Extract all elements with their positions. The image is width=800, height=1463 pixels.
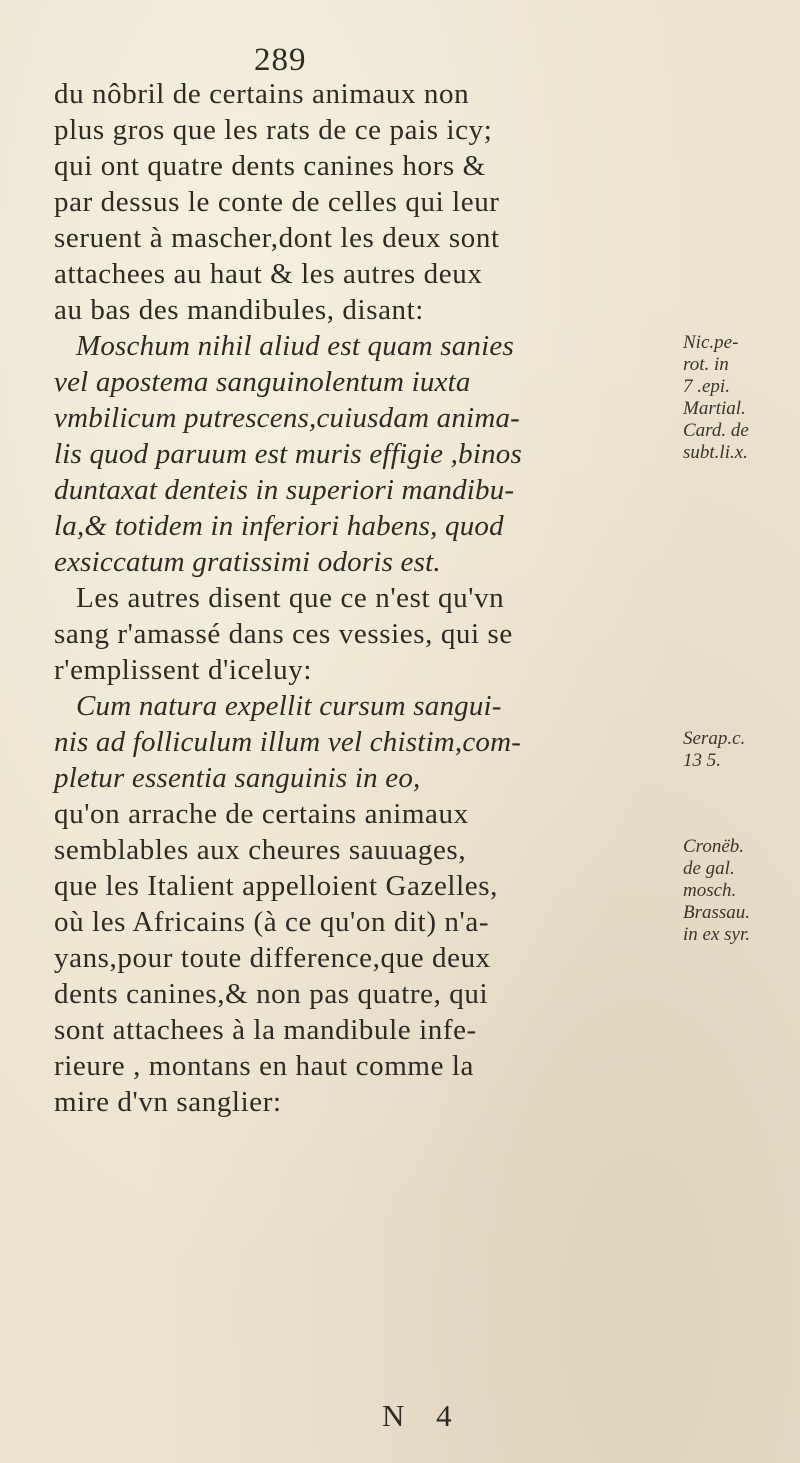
text-line: que les Italient appelloient Gazelles, [54, 870, 498, 902]
text-line: attachees au haut & les autres deux [54, 258, 483, 290]
text-line: seruent à mascher,dont les deux sont [54, 222, 500, 254]
page-number: 289 [254, 42, 307, 78]
text-line: dents canines,& non pas quatre, qui [54, 978, 489, 1010]
text-line: sont attachees à la mandibule infe- [54, 1014, 477, 1046]
text-line: nis ad folliculum illum vel chistim,com- [54, 726, 522, 758]
margin-note-line: in ex syr. [683, 924, 751, 945]
text-line: la,& totidem in inferiori habens, quod [54, 510, 504, 542]
text-line: plus gros que les rats de ce pais icy; [54, 114, 493, 146]
margin-note-line: 13 5. [683, 750, 721, 771]
text-line: pletur essentia sanguinis in eo, [54, 762, 421, 794]
text-line: Cum natura expellit cursum sangui- [76, 690, 502, 722]
text-line: au bas des mandibules, disant: [54, 294, 424, 326]
margin-note [683, 836, 750, 946]
text-line: du nôbril de certains animaux non [54, 78, 470, 110]
text-line: exsiccatum gratissimi odoris est. [54, 546, 441, 578]
text-line: vel apostema sanguinolentum iuxta [54, 366, 471, 398]
text-line: qu'on arrache de certains animaux [54, 798, 469, 830]
margin-note-line: Martial. [683, 398, 746, 419]
text-line: vmbilicum putrescens,cuiusdam anima- [54, 402, 521, 434]
margin-note-line: subt.li.x. [683, 442, 748, 463]
text-line: rieure , montans en haut comme la [54, 1050, 475, 1082]
margin-note-line: rot. in [683, 354, 729, 375]
margin-note-line: Cronëb. [683, 836, 745, 857]
text-line: Moschum nihil aliud est quam sanies [76, 330, 514, 362]
text-line: duntaxat denteis in superiori mandibu- [54, 474, 515, 506]
text-line: yans,pour toute difference,que deux [54, 942, 491, 974]
margin-note-line: 7 .epi. [683, 376, 730, 397]
text-line: semblables aux cheures sauuages, [54, 834, 467, 866]
text-line: par dessus le conte de celles qui leur [54, 186, 500, 218]
text-line: qui ont quatre dents canines hors & [54, 150, 486, 182]
text-line: où les Africains (à ce qu'on dit) n'a- [54, 906, 490, 938]
text-line: mire d'vn sanglier: [54, 1086, 282, 1118]
margin-note-line: Card. de [683, 420, 749, 441]
margin-note-line: Nic.pe- [683, 332, 739, 353]
margin-note [683, 728, 745, 772]
text-line: Les autres disent que ce n'est qu'vn [76, 582, 505, 614]
text-line: sang r'amassé dans ces vessies, qui se [54, 618, 513, 650]
margin-note [683, 332, 749, 464]
text-line: lis quod paruum est muris effigie ,binos [54, 438, 522, 470]
text-line: r'emplissent d'iceluy: [54, 654, 313, 686]
main-text [54, 76, 614, 1120]
margin-note-line: Brassau. [683, 902, 751, 923]
margin-note-line: Serap.c. [683, 728, 746, 749]
margin-note-line: mosch. [683, 880, 737, 901]
margin-note-line: de gal. [683, 858, 735, 879]
signature-mark: N 4 [382, 1398, 464, 1433]
